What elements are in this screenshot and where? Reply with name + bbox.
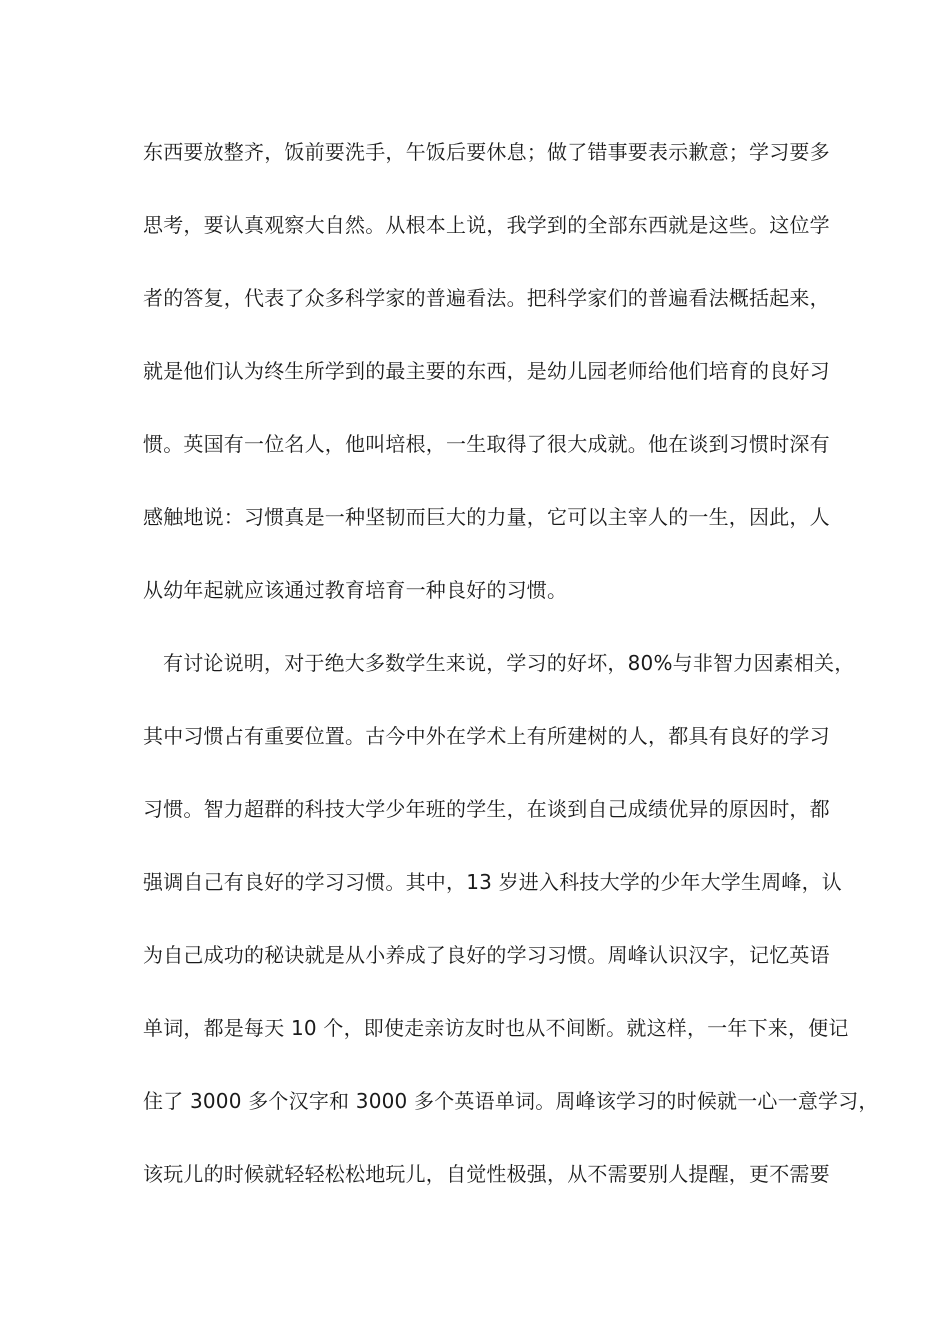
text-line: 该玩儿的时候就轻轻松松地玩儿，自觉性极强，从不需要别人提醒，更不需要 <box>143 1162 830 1186</box>
text-line: 就是他们认为终生所学到的最主要的东西，是幼儿园老师给他们培育的良好习 <box>143 359 830 383</box>
text-line: 为自己成功的秘诀就是从小养成了良好的学习习惯。周峰认识汉字，记忆英语 <box>143 943 830 967</box>
text-line: 习惯。智力超群的科技大学少年班的学生，在谈到自己成绩优异的原因时，都 <box>143 797 830 821</box>
text-line: 从幼年起就应该通过教育培育一种良好的习惯。 <box>143 578 568 602</box>
text-line: 惯。英国有一位名人，他叫培根，一生取得了很大成就。他在谈到习惯时深有 <box>143 432 830 456</box>
text-line: 东西要放整齐，饭前要洗手，午饭后要休息；做了错事要表示歉意；学习要多 <box>143 140 830 164</box>
text-line: 单词，都是每天 10 个，即使走亲访友时也从不间断。就这样，一年下来，便记 <box>143 1016 849 1040</box>
text-line: 思考，要认真观察大自然。从根本上说，我学到的全部东西就是这些。这位学 <box>143 213 830 237</box>
text-line: 者的答复，代表了众多科学家的普遍看法。把科学家们的普遍看法概括起来， <box>143 286 830 310</box>
text-line: 强调自己有良好的学习习惯。其中，13 岁进入科技大学的少年大学生周峰，认 <box>143 870 843 894</box>
text-line: 住了 3000 多个汉字和 3000 多个英语单词。周峰该学习的时候就一心一意学习， <box>143 1089 879 1113</box>
text-line: 其中习惯占有重要位置。古今中外在学术上有所建树的人，都具有良好的学习 <box>143 724 830 748</box>
text-line: 感触地说：习惯真是一种坚韧而巨大的力量，它可以主宰人的一生，因此，人 <box>143 505 830 529</box>
paragraph-first-line: 有讨论说明，对于绝大多数学生来说，学习的好坏，80%与非智力因素相关， <box>163 651 855 675</box>
